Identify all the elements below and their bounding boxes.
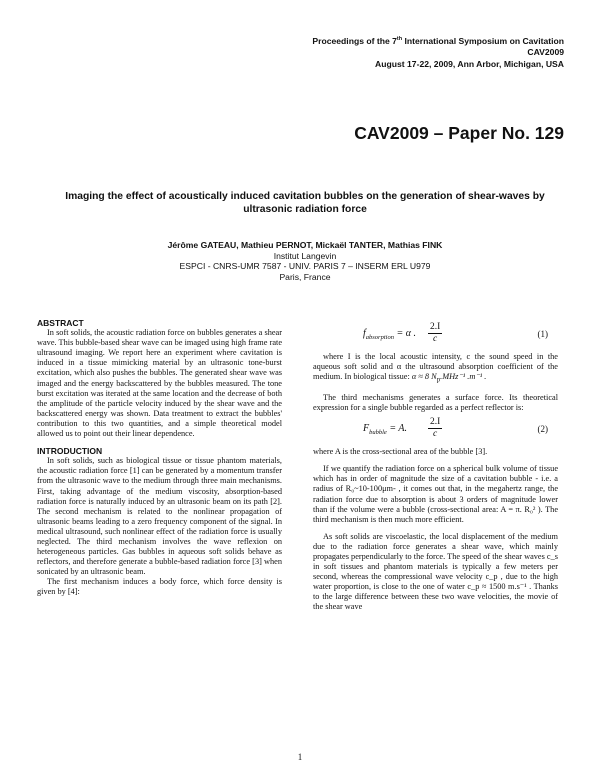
equation-1 xyxy=(313,322,558,348)
equation-1-number: (1) xyxy=(537,329,548,339)
equation-1-fraction: $\frac{2.I}{c}$ xyxy=(430,322,441,344)
right-paragraph-1: where I is the local acoustic intensity, c the sound speed in the aqueous soft solid and α the ultrasound absorption coefficient of the medium. In biological tissue: α ≈ 8 $N_p.MHz^{-1}$ .m⁻¹ . xyxy=(313,352,558,384)
introduction-paragraph-1: In soft solids, such as biological tissue or tissue phantom materials, the acoustic radiation force [1] can be generated by a momentum transfer from the ultrasonic wave to the medium through three main mechanisms. First, taking advantage of the medium viscosity, absorption-based radiation force is naturally induced by an ultrasonic beam on its path [2]. The second mechanism is related to the nonlinear propagation of ultrasonic beams leading to a zero frequency component of the signal. In medical ultrasound, such nonlinear effect of the radiation force is usually neglected. The third mechanism involves the wave reflexion on heterogeneous particles. Gas bubbles in aqueous soft solids behave as reflectors, and therefore generate a bubble-based radiation force [3] when sonicated by an ultrasonic beam. xyxy=(37,456,282,577)
right-column xyxy=(313,318,558,613)
left-column xyxy=(37,318,282,598)
paper-title: Imaging the effect of acoustically induced cavitation bubbles on the generation of shear-waves by ultrasonic radiation force xyxy=(65,191,545,215)
affiliation-3: Paris, France xyxy=(279,271,331,282)
equation-1-lhs: $f_{absorption} = \alpha$ . xyxy=(363,328,416,341)
right-paragraph-5: As soft solids are viscoelastic, the local displacement of the medium due to the radiation force generates a shear wave, which mainly propagates perpendicularly to the force. The speed of the shear waves c_s in soft tissues and phantom materials is typically a few meters per second, whereas the compressional wave velocity c_p , due to the high water proportion, is close to the one of water c_p ≈ 1500 m.s⁻¹ . Thanks to the large difference between these two wave velocities, the movie of the shear wave xyxy=(313,531,558,612)
equation-2 xyxy=(313,417,558,443)
proceedings-line-2: CAV2009 xyxy=(527,47,564,58)
right-paragraph-2: The third mechanisms generates a surface force. Its theoretical expression for a single bubble regarded as a perfect reflector is: xyxy=(313,392,558,413)
affiliation-2: ESPCI - CNRS-UMR 7587 - UNIV. PARIS 7 – INSERM ERL U979 xyxy=(179,261,431,271)
paper-number: CAV2009 – Paper No. 129 xyxy=(354,123,564,143)
equation-2-number: (2) xyxy=(537,424,548,435)
introduction-heading: INTRODUCTION xyxy=(37,446,103,457)
right-paragraph-3: where A is the cross-sectional area of the bubble [3]. xyxy=(313,447,488,457)
abstract-text: In soft solids, the acoustic radiation force on bubbles generates a shear wave. This bubble-based shear wave can be imaged using high frame rate ultrasound imaging. We report here an experiment where cavitation is induced in a tissue mimicking material by an ultrasonic tone-burst excitation, which also pushes the bubbles. The generated shear wave was imaged and the energy backscattered by the bubbles measured. The tone burst excitation was iterated at the same location and the decrease of both the amplitude of the particle velocity induced by the shear wave and the backscattered energy was shown. Data treatment to extract the bubbles' contribution to this two quantities, and a simple theoretical model allowed us to point out their linear dependence. xyxy=(37,328,282,439)
proceedings-line-3: August 17-22, 2009, Ann Arbor, Michigan, USA xyxy=(375,58,564,69)
proceedings-header xyxy=(312,34,564,70)
author-block xyxy=(60,240,550,282)
author-names: Jérôme GATEAU, Mathieu PERNOT, Mickaël TANTER, Mathias FINK xyxy=(167,240,443,250)
introduction-paragraph-2: The first mechanism induces a body force, which force density is given by [4]: xyxy=(37,577,282,597)
right-paragraph-4: If we quantify the radiation force on a spherical bulk volume of tissue which has in order of magnitude the size of a cavitation bubble - i.e. a radius of R₀~10-100μm- , it comes out that, in the megahertz range, the radiation force due to absorption is about 3 orders of magnitude lower than if the volume were a bubble (cross-sectional area: A = π. R₀² ). The third mechanism is then much more efficient. xyxy=(313,464,558,524)
equation-2-fraction: $\frac{2.I}{c}$ xyxy=(430,417,441,440)
page-number: 1 xyxy=(297,752,303,762)
equation-2-lhs: $F_{bubble} = A$. xyxy=(363,423,407,437)
abstract-heading: ABSTRACT xyxy=(37,318,84,328)
proceedings-line-1: Proceedings of the 7th International Symposium on Cavitation xyxy=(312,35,564,46)
affiliation-1: Institut Langevin xyxy=(273,250,337,261)
